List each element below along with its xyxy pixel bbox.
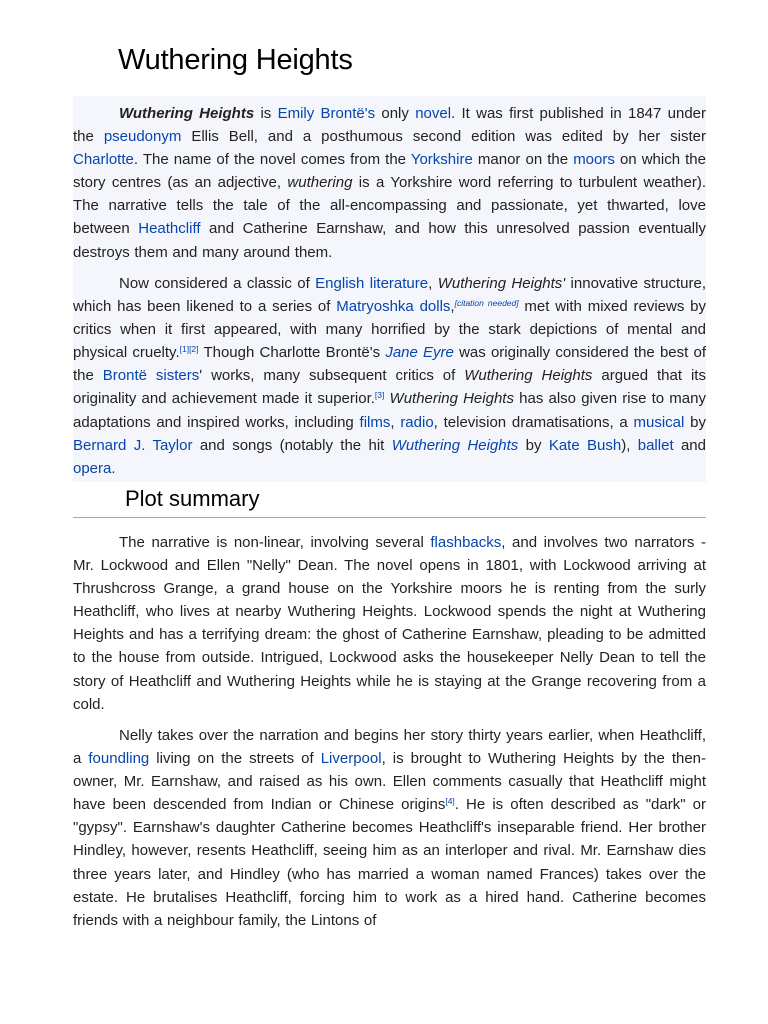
link-wuthering-heights-song[interactable]: Wuthering Heights [391,436,519,454]
link-charlotte[interactable]: Charlotte [73,151,134,169]
lead-paragraph-2: Now considered a classic of English literature, Wuthering Heights' innovative structure, which has been likened to a series of Matryoshka dolls,[citation needed] met with mixed reviews by critics when it first appeared, with many horrified by the stark depictions of mental and physical cruelty.[1][2] Though Charlotte Brontë's Jane Eyre was originally considered the best of the Brontë sisters' works, many subsequent critics of Wuthering Heights argued that its originality and achievement made it superior.[3] Wuthering Heights has also given rise to many adaptations and inspired works, including films, radio, television dramatisations, a musical by Bernard J. Taylor and songs (notably the hit Wuthering Heights by Kate Bush), ballet and opera. [73,275,707,477]
link-films[interactable]: films [359,413,391,431]
reference-1-2[interactable]: [1][2] [179,344,199,355]
link-liverpool[interactable]: Liverpool [320,750,382,768]
link-emily-bronte[interactable]: Emily Brontë's [277,105,376,122]
lead-paragraph-1: Wuthering Heights is Emily Brontë's only novel. It was first published in 1847 under the pseudonym Ellis Bell, and a posthumous second edition was edited by her sister Charlotte. The name of the novel comes from the Yorkshire manor on the moors on which the story centres (as an adjective, wuthering is a Yorkshire word referring to turbulent weather). The narrative tells the tale of the all-encompassing and passionate, yet thwarted, love between Heathcliff and Catherine Earnshaw, and how this unresolved passion eventually destroys them and many around them. [73,105,707,261]
bold-title: Wuthering Heights [119,105,255,122]
link-opera[interactable]: opera [73,459,112,477]
link-flashbacks[interactable]: flashbacks [430,534,502,551]
plot-paragraph-1: The narrative is non-linear, involving several flashbacks, and involves two narrators - Mr. Lockwood and Ellen "Nelly" Dean. The novel opens in 1801, with Lockwood arriving at Thrushcross Grange, a grand house on the Yorkshire moors he is renting from the surly Heathcliff, who lives at nearby Wuthering Heights. Lockwood spends the night at Wuthering Heights and has a terrifying dream: the ghost of Catherine Earnshaw, pleading to be admitted to the house from outside. Intrigued, Lockwood asks the housekeeper Nelly Dean to tell the story of Heathcliff and Wuthering Heights while he is staying at the Grange recovering from a cold. [73,534,706,713]
link-moors[interactable]: moors [573,151,615,169]
plot-paragraph-2: Nelly takes over the narration and begins her story thirty years earlier, when Heathcliff, a foundling living on the streets of Liverpool, is brought to Wuthering Heights by the then-owner, Mr. Earnshaw, and raised as his own. Ellen comments casually that Heathcliff might have been descended from Indian or Chinese origins[4]. He is often described as "dark" or "gypsy". Earnshaw's daughter Catherine becomes Heathcliff's inseparable friend. Her brother Hindley, however, resents Heathcliff, seeing him as an interloper and rival. Mr. Earnshaw dies three years later, and Hindley (who has married a woman named Frances) takes over the estate. He brutalises Heathcliff, forcing him to work as a hired hand. Catherine becomes friends with a neighbour family, the Lintons of [73,727,707,929]
section-divider [73,517,706,518]
link-pseudonym[interactable]: pseudonym [103,128,182,146]
link-matryoshka-dolls[interactable]: Matryoshka dolls [336,298,451,316]
link-novel[interactable]: novel [415,105,452,122]
link-bronte-sisters[interactable]: Brontë sisters [102,367,200,385]
article-title: Wuthering Heights [118,44,353,76]
link-musical[interactable]: musical [633,413,685,431]
link-heathcliff[interactable]: Heathcliff [138,220,201,238]
link-english-literature[interactable]: English literature [315,275,429,292]
link-ballet[interactable]: ballet [637,436,674,454]
link-radio[interactable]: radio [400,413,434,431]
link-foundling[interactable]: foundling [88,750,150,768]
link-kate-bush[interactable]: Kate Bush [548,436,622,454]
section-heading-plot-summary: Plot summary [125,486,260,511]
citation-needed-tag[interactable]: [citation needed] [454,298,519,309]
reference-4[interactable]: [4] [445,796,455,807]
link-bernard-j-taylor[interactable]: Bernard J. Taylor [73,436,193,454]
link-yorkshire[interactable]: Yorkshire [410,151,473,169]
link-jane-eyre[interactable]: Jane Eyre [385,344,454,362]
reference-3[interactable]: [3] [374,390,385,401]
